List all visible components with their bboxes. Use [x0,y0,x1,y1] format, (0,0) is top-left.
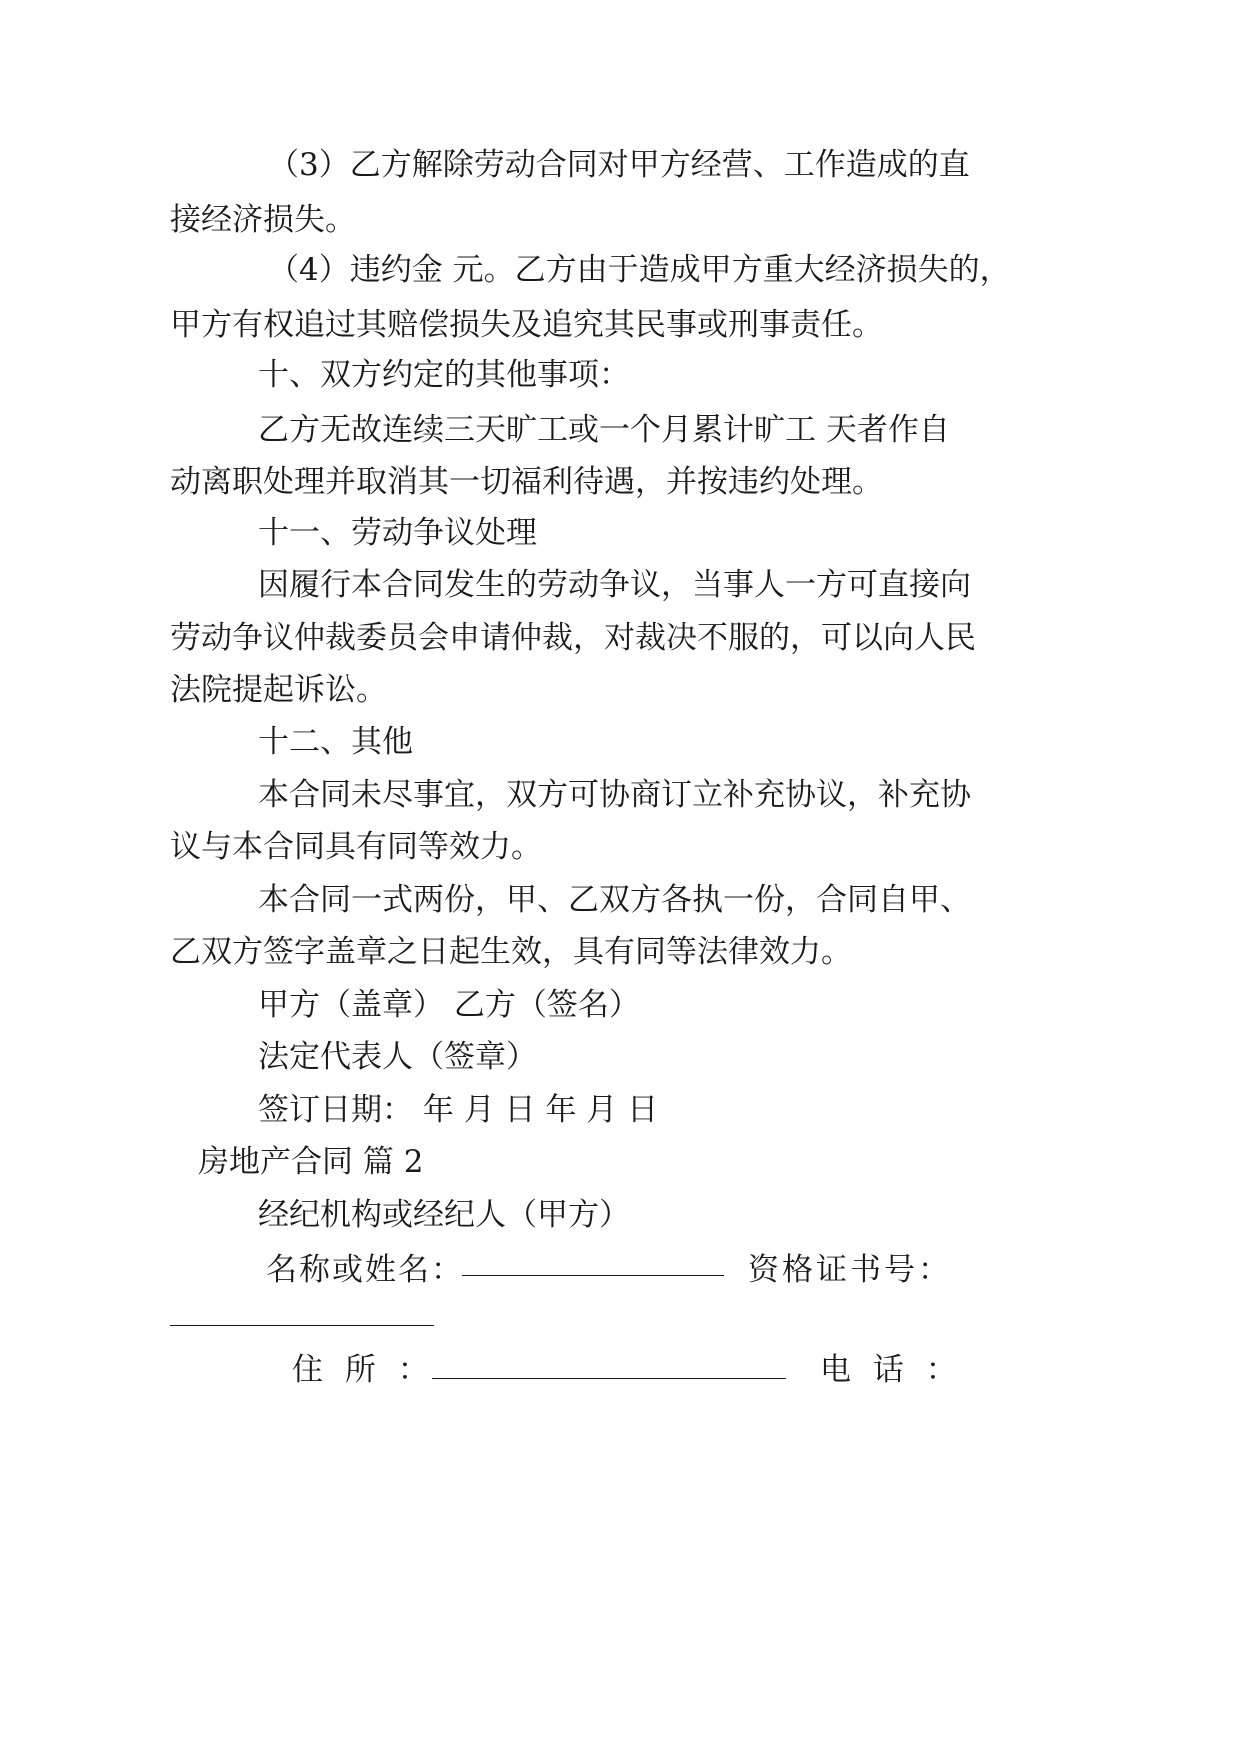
name-label: 名称或姓名： [266,1252,464,1288]
paragraph-absence-line-1: 乙方无故连续三天旷工或一个月累计旷工 天者作自 [258,412,950,448]
paragraph-copies-line-2: 乙双方签字盖章之日起生效，具有同等法律效力。 [170,934,852,970]
address-label: 住 所 ： [292,1352,435,1388]
phone-label: 电 话 ： [820,1352,963,1388]
paragraph-penalty-line-2: 甲方有权追过其赔偿损失及追究其民事或刑事责任。 [170,307,883,343]
section-10-title: 十、双方约定的其他事项： [258,357,630,393]
paragraph-dispute-line-2: 劳动争议仲裁委员会申请仲裁，对裁决不服的，可以向人民 [170,620,976,656]
paragraph-supplement-line-1: 本合同未尽事宜，双方可协商订立补充协议，补充协 [258,777,971,813]
paragraph-dispute-line-3: 法院提起诉讼。 [170,672,387,708]
paragraph-supplement-line-2: 议与本合同具有同等效力。 [170,829,542,865]
paragraph-damages-line-1: （3）乙方解除劳动合同对甲方经营、工作造成的直 [268,147,970,183]
certificate-label: 资格证书号： [748,1252,952,1288]
section-11-title: 十一、劳动争议处理 [258,515,537,551]
paragraph-penalty-line-1: （4）违约金 元。乙方由于造成甲方重大经济损失的， [268,252,1011,288]
paragraph-damages-line-2: 接经济损失。 [170,202,356,238]
signature-date: 签订日期： 年 月 日 年 月 日 [258,1092,659,1128]
agent-party-label: 经纪机构或经纪人（甲方） [258,1197,630,1233]
paragraph-absence-line-2: 动离职处理并取消其一切福利待遇，并按违约处理。 [170,464,883,500]
name-blank[interactable] [462,1275,724,1276]
address-blank[interactable] [432,1378,786,1379]
section-12-title: 十二、其他 [258,724,413,760]
signature-parties: 甲方（盖章） 乙方（签名） [258,987,640,1023]
section-2-heading: 房地产合同 篇 2 [198,1144,424,1180]
signature-legal-representative: 法定代表人（签章） [258,1039,537,1075]
certificate-blank[interactable] [170,1325,434,1326]
paragraph-dispute-line-1: 因履行本合同发生的劳动争议，当事人一方可直接向 [258,567,971,603]
paragraph-copies-line-1: 本合同一式两份，甲、乙双方各执一份，合同自甲、 [258,882,971,918]
